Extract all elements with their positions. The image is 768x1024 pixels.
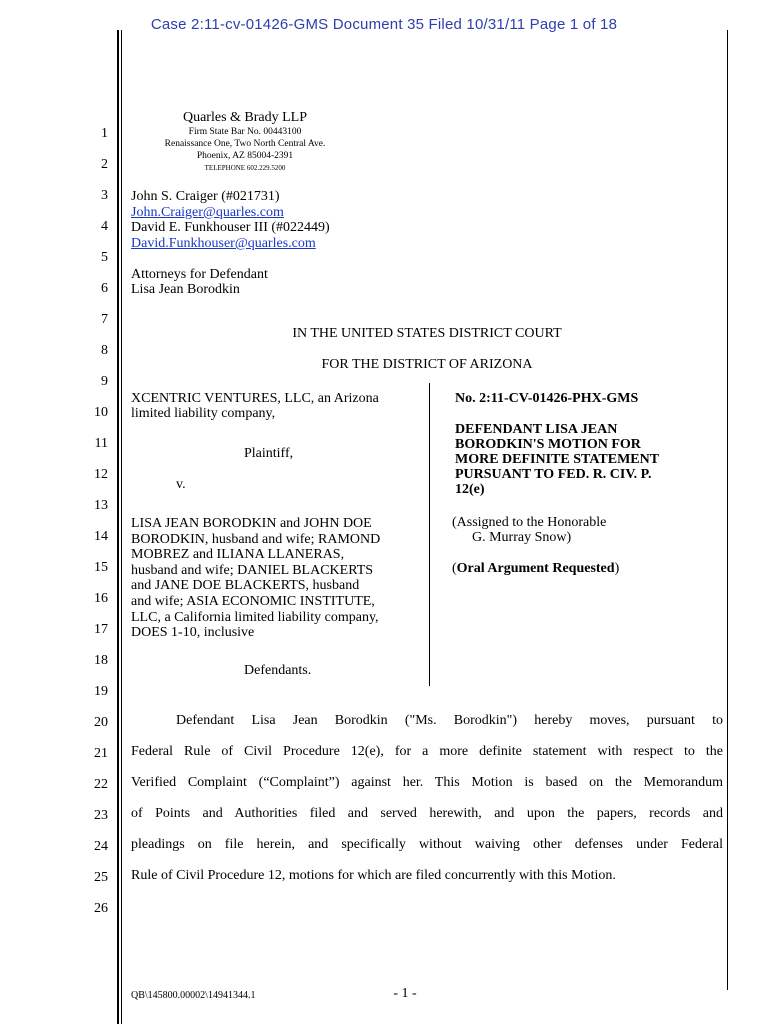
motion-title-line: PURSUANT TO FED. R. CIV. P. <box>455 467 652 482</box>
line-number: 17 <box>94 622 108 637</box>
oral-argument-close-paren: ) <box>614 561 620 576</box>
line-number: 25 <box>94 870 108 885</box>
defendant-line: LISA JEAN BORODKIN and JOHN DOE <box>131 516 372 531</box>
plaintiff-label: Plaintiff, <box>244 446 294 461</box>
oral-argument-text: Oral Argument Requested <box>456 561 615 576</box>
firm-bar-number: Firm State Bar No. 00443100 <box>188 127 302 137</box>
line-number: 11 <box>94 436 108 451</box>
assigned-judge-name: G. Murray Snow) <box>472 530 572 545</box>
defendant-line: LLC, a California limited liability company, <box>131 609 379 625</box>
attorney-name: John S. Craiger (#021731) <box>131 189 280 204</box>
left-margin-rule-outer <box>117 30 119 1024</box>
defendant-line: husband and wife; DANIEL BLACKERTS <box>131 562 374 578</box>
firm-telephone: TELEPHONE 602.229.5200 <box>204 164 286 172</box>
line-number: 26 <box>94 901 108 916</box>
body-text-line: Verified Complaint (“Complaint”) against her. This Motion is based on the Memorandum <box>131 775 723 790</box>
defendant-line: DOES 1-10, inclusive <box>131 625 255 641</box>
oral-argument-open-paren: ( <box>452 561 457 576</box>
line-number: 12 <box>94 467 108 482</box>
attorney-name: David E. Funkhouser III (#022449) <box>131 220 330 235</box>
attorneys-role: Attorneys for Defendant <box>131 267 268 282</box>
line-number: 16 <box>94 591 108 606</box>
attorney-email-link[interactable]: John.Craiger@quarles.com <box>131 205 284 220</box>
line-number: 4 <box>101 219 108 234</box>
body-text-line: Rule of Civil Procedure 12, motions for which are filed concurrently with this Motion. <box>131 868 616 883</box>
firm-name: Quarles & Brady LLP <box>182 110 308 125</box>
line-number: 6 <box>101 281 108 296</box>
line-number: 23 <box>94 808 108 823</box>
line-number: 2 <box>101 157 108 172</box>
defendant-line: MOBREZ and ILIANA LLANERAS, <box>131 547 345 563</box>
motion-title-line: BORODKIN'S MOTION FOR <box>455 437 641 452</box>
line-number: 21 <box>94 746 108 761</box>
line-number: 10 <box>94 405 108 420</box>
plaintiff-description: limited liability company, <box>131 406 276 421</box>
line-number: 7 <box>101 312 108 327</box>
firm-city: Phoenix, AZ 85004-2391 <box>196 151 294 161</box>
line-number: 18 <box>94 653 108 668</box>
court-name: IN THE UNITED STATES DISTRICT COURT <box>292 326 562 341</box>
left-margin-rule-inner <box>121 30 122 1024</box>
defendant-line: BORODKIN, husband and wife; RAMOND <box>131 531 381 547</box>
court-district: FOR THE DISTRICT OF ARIZONA <box>321 357 533 372</box>
firm-address: Renaissance One, Two North Central Ave. <box>164 139 326 149</box>
defendant-line: and JANE DOE BLACKERTS, husband <box>131 578 360 594</box>
line-number: 8 <box>101 343 108 358</box>
line-number: 22 <box>94 777 108 792</box>
oral-argument-note <box>452 561 712 576</box>
assigned-judge: (Assigned to the Honorable <box>452 515 607 530</box>
line-number: 5 <box>101 250 108 265</box>
motion-title-line: DEFENDANT LISA JEAN <box>455 422 618 437</box>
line-number: 9 <box>101 374 108 389</box>
motion-title-line: MORE DEFINITE STATEMENT <box>455 452 660 467</box>
plaintiff-name: XCENTRIC VENTURES, LLC, an Arizona <box>131 391 379 406</box>
defendant-line: and wife; ASIA ECONOMIC INSTITUTE, <box>131 594 375 609</box>
motion-title-line: 12(e) <box>455 482 485 497</box>
versus-label: v. <box>176 477 186 492</box>
body-text-line: of Points and Authorities filed and served herewith, and upon the papers, records and <box>131 806 723 821</box>
line-number: 13 <box>94 498 108 513</box>
body-text-line: Federal Rule of Civil Procedure 12(e), for a more definite statement with respect to the <box>131 744 723 759</box>
line-number: 24 <box>94 839 108 854</box>
document-id: QB\145800.00002\14941344.1 <box>131 990 256 1001</box>
line-number: 15 <box>94 560 108 575</box>
line-number: 14 <box>94 529 108 544</box>
page-number: - 1 - <box>393 986 417 1001</box>
right-margin-rule <box>727 30 728 990</box>
line-number: 19 <box>94 684 108 699</box>
caption-divider <box>429 383 430 686</box>
line-number: 3 <box>101 188 108 203</box>
defendants-label: Defendants. <box>244 663 312 678</box>
line-number: 1 <box>101 126 108 141</box>
body-text-line: Defendant Lisa Jean Borodkin ("Ms. Borodkin") hereby moves, pursuant to <box>176 713 723 728</box>
attorney-email-link[interactable]: David.Funkhouser@quarles.com <box>131 236 316 251</box>
case-header-stamp: Case 2:11-cv-01426-GMS Document 35 Filed 10/31/11 Page 1 of 18 <box>150 16 618 33</box>
body-text-line: pleadings on file herein, and specifically without waiving other defenses under Federal <box>131 837 723 852</box>
attorneys-client: Lisa Jean Borodkin <box>131 282 240 297</box>
case-number: No. 2:11-CV-01426-PHX-GMS <box>455 391 639 406</box>
line-number: 20 <box>94 715 108 730</box>
